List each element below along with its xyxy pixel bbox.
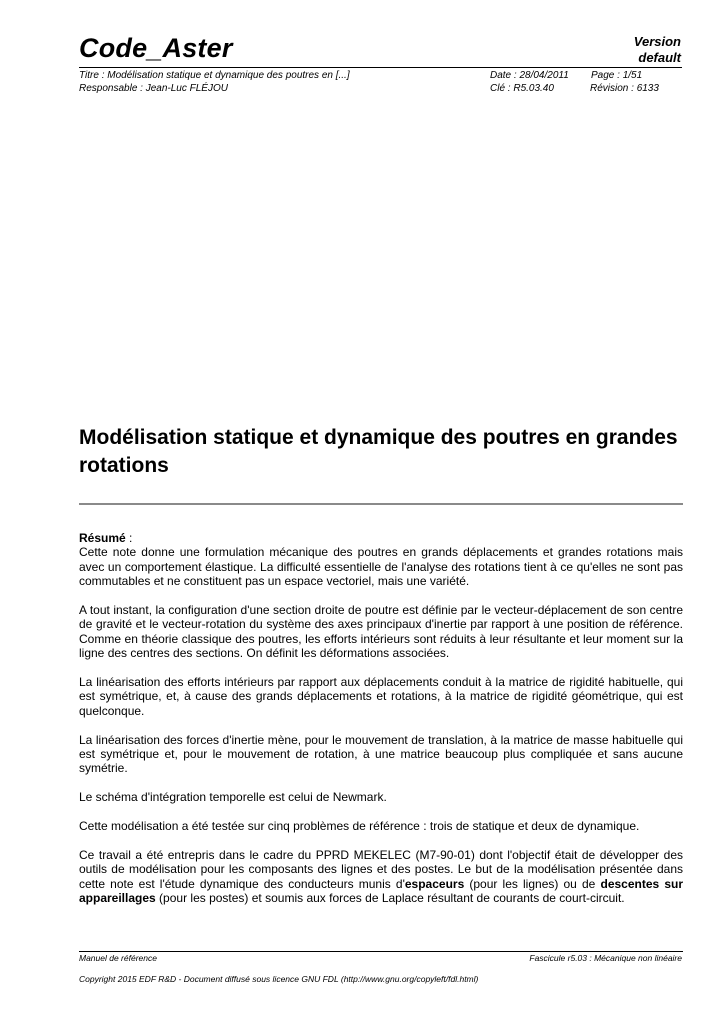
resume-colon: : — [125, 531, 133, 545]
paragraph-2: A tout instant, la configuration d'une section droite de poutre est définie par le vecteur-déplacement de son centre de gravité et le vecteur-rotation du système des axes principaux d'inertie par rapport à une position de référence. Comme en théorie classique des poutres, les efforts intérieurs sont réduits à leur résultante et leur moment sur la ligne des centres des sections. On définit les déformations associées. — [79, 603, 683, 661]
p7-text-1: Ce travail a été entrepris dans le cadre du PPRD MEKELEC (M7-90-01) dont l'objectif était de développer des outils de modélisation pour les composants des lignes et des postes. Le but de la modélisation présentée dans cette note est l'étude dynamique des conducteurs munis d' — [79, 847, 683, 891]
code-aster-logo: Code_Aster — [79, 33, 233, 63]
document-body — [79, 531, 683, 920]
paragraph-3: La linéarisation des efforts intérieurs par rapport aux déplacements conduit à la matrice de rigidité habituelle, qui est symétrique, et, à cause des grands déplacements et rotations, à la matrice de rigidité géométrique, qui est quelconque. — [79, 675, 683, 718]
header-page — [591, 69, 642, 82]
version-line-2: default — [638, 50, 681, 65]
p7-bold-1: espaceurs — [404, 876, 465, 891]
header-cle — [490, 82, 554, 95]
cle-label: Clé : — [490, 83, 514, 94]
p7-bold-2: descentes sur appareillages — [79, 876, 683, 906]
revision-label: Révision : — [590, 83, 637, 94]
header-titre — [79, 69, 350, 82]
page-value: 1/51 — [622, 70, 643, 81]
paragraph-6: Cette modélisation a été testée sur cinq problèmes de référence : trois de statique et deux de dynamique. — [79, 819, 640, 834]
p7-text-2: (pour les lignes) ou de — [464, 876, 601, 891]
revision-value: 6133 — [636, 83, 659, 94]
footer-right: Fascicule r5.03 : Mécanique non linéaire — [529, 953, 682, 963]
resume-label: Résumé — [79, 531, 126, 545]
version-line-1: Version — [633, 34, 681, 49]
titre-label: Titre : — [79, 70, 108, 81]
paragraph-1: Cette note donne une formulation mécanique des poutres en grands déplacements et grandes rotations mais avec un comportement élastique. La difficulté essentielle de l'analyse des rotations tient à ce qu'elles ne sont pas commutables et ne constituent pas un espace vectoriel, mais une variété. — [79, 545, 683, 589]
document-title: Modélisation statique et dynamique des poutres en grandes rotations — [79, 426, 678, 477]
date-label: Date : — [490, 70, 520, 81]
paragraph-7 — [79, 848, 683, 906]
date-value: 28/04/2011 — [519, 70, 569, 81]
paragraph-5: Le schéma d'intégration temporelle est celui de Newmark. — [79, 790, 387, 805]
footer-copyright: Copyright 2015 EDF R&D - Document diffusé sous licence GNU FDL (http://www.gnu.org/copyleft/fdl.html) — [79, 974, 479, 984]
paragraph-4: La linéarisation des forces d'inertie mène, pour le mouvement de translation, à la matrice de masse habituelle qui est symétrique et, pour le mouvement de rotation, à une matrice beaucoup plus compliquée et sans aucune symétrie. — [79, 732, 683, 776]
responsable-label: Responsable : — [79, 83, 146, 94]
titre-value: Modélisation statique et dynamique des poutres en [...] — [107, 70, 350, 81]
version-label — [634, 34, 681, 66]
resume-heading — [79, 531, 683, 545]
page-label: Page : — [591, 70, 623, 81]
cle-value: R5.03.40 — [513, 83, 554, 94]
p7-text-3: (pour les postes) et soumis aux forces de Laplace résultant de courants de court-circuit. — [155, 891, 625, 906]
header-rule — [79, 67, 682, 68]
header-date — [490, 69, 569, 82]
header-responsable — [79, 82, 228, 95]
footer-left: Manuel de référence — [79, 953, 157, 963]
header-revision — [590, 82, 659, 95]
responsable-value: Jean-Luc FLÉJOU — [145, 83, 228, 94]
title-rule — [79, 503, 683, 505]
footer-rule — [79, 951, 683, 952]
